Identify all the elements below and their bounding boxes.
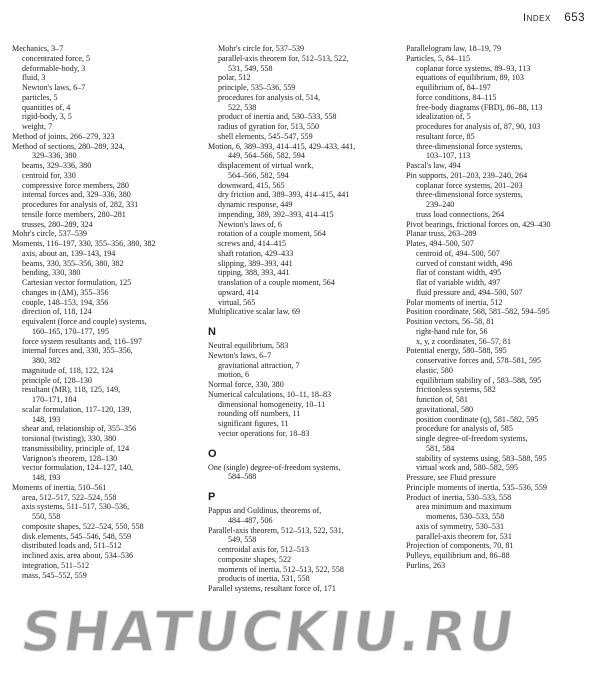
watermark-logo: SHATUCKIU.RU	[16, 600, 521, 665]
index-subentry: right-hand rule for, 56	[416, 326, 488, 336]
index-continuation: 531, 549, 558	[228, 63, 273, 73]
index-subentry: internal forces and, 330, 355–356,	[22, 346, 133, 356]
index-subentry: trusses, 280–289, 324	[22, 219, 93, 229]
index-subentry: composite shapes, 522–524, 550, 558	[22, 521, 144, 531]
index-subentry: Cartesian vector formulation, 125	[22, 278, 132, 287]
index-subentry: principle, 535–536, 559	[218, 83, 296, 92]
index-subentry: resultant force, 85	[416, 131, 475, 141]
index-subentry: gravitational attraction, 7	[218, 360, 300, 370]
index-subentry: beams, 329–336, 380	[22, 161, 92, 170]
index-subentry: distributed loads and, 511–512	[22, 541, 122, 551]
index-subentry: product of inertia and, 530–533, 558	[218, 112, 337, 122]
index-subentry: virtual, 565	[218, 297, 256, 307]
index-subentry: vector operations for, 18–83	[218, 428, 310, 438]
index-subentry: axis, about an, 139–143, 194	[22, 248, 116, 258]
index-subentry: dimensional homogeneity, 10–11	[218, 399, 326, 409]
index-entry: Pivot bearings, frictional forces on, 429–430	[406, 219, 551, 229]
index-subentry: weight, 7	[22, 122, 53, 131]
index-subentry: integration, 511–512	[22, 560, 90, 570]
index-subentry: truss load connections, 264	[416, 209, 505, 219]
index-subentry: position coordinate (q), 581–582, 595	[416, 414, 539, 424]
index-column-1	[12, 44, 208, 580]
index-entry: Projection of components, 70, 81	[406, 541, 514, 551]
index-subentry: idealization of, 5	[416, 112, 471, 122]
index-subentry: beams, 330, 355–356, 380, 382	[22, 258, 124, 268]
index-subentry: dynamic response, 449	[218, 200, 293, 209]
index-subentry: particles, 5	[22, 92, 58, 102]
index-subentry: displacement of virtual work,	[218, 161, 314, 170]
index-subentry: three-dimensional force systems,	[416, 190, 523, 200]
index-subentry: upward, 414	[218, 287, 259, 297]
index-subentry: centroid of, 494–500, 507	[416, 248, 500, 258]
index-subentry: force conditions, 84–115	[416, 92, 497, 102]
index-continuation: 170–171, 184	[32, 395, 77, 404]
index-entry: Potential energy, 580–588, 595	[406, 346, 507, 356]
index-entry: Particles, 5, 84–115	[406, 53, 470, 63]
index-subentry: shear and, relationship of, 355–356	[22, 424, 137, 434]
index-entry: Product of inertia, 530–533, 558	[406, 492, 512, 502]
index-entry: Pascal's law, 494	[406, 161, 461, 170]
section-title: Index	[523, 12, 551, 24]
index-subentry: equilibrium of, 84–197	[416, 83, 491, 92]
index-entry: Pulleys, equilibrium and, 86–88	[406, 551, 510, 560]
index-subentry: bending, 330, 380	[22, 268, 81, 278]
index-subentry: equations of equilibrium, 89, 103	[416, 73, 524, 83]
index-subentry: radius of gyration for, 513, 550	[218, 122, 320, 131]
index-continuation: moments, 530–533, 558	[426, 512, 505, 521]
index-subentry: mass, 545–552, 559	[22, 570, 87, 580]
index-subentry: stability of systems using, 583–588, 595	[416, 453, 547, 463]
page-number: 653	[564, 12, 585, 24]
index-subentry: concentrated force, 5	[22, 53, 91, 63]
index-entry: One (single) degree-of-freedom systems,	[208, 462, 341, 472]
index-continuation: 522, 538	[228, 102, 257, 112]
index-continuation: 584–588	[228, 472, 257, 482]
index-continuation: 329–336, 380	[32, 151, 77, 161]
index-entry: Parallelogram law, 18–19, 79	[406, 44, 502, 53]
index-subentry: slipping, 389–393, 441	[218, 258, 293, 268]
index-subentry: centroid for, 330	[22, 170, 76, 180]
index-subentry: deformable-body, 3	[22, 63, 86, 73]
index-subentry: significant figures, 11	[218, 419, 289, 428]
index-subentry: procedures for analysis of, 514,	[218, 92, 321, 102]
index-entry: Mechanics, 3–7	[12, 44, 64, 53]
index-subentry: single degree-of-freedom systems,	[416, 434, 528, 443]
index-subentry: equivalent (force and couple) systems,	[22, 317, 147, 326]
index-subentry: rigid-body, 3, 5	[22, 112, 72, 122]
index-subentry: virtual work and, 580–582, 595	[416, 463, 519, 473]
index-subentry: shaft rotation, 429–433	[218, 248, 294, 258]
index-subentry: function of, 581	[416, 395, 468, 404]
index-subentry: parallel-axis theorem for, 512–513, 522,	[218, 53, 349, 63]
index-subentry: transmissibility, principle of, 124	[22, 443, 130, 453]
index-subentry: direction of, 118, 124	[22, 307, 92, 317]
index-entry: Pappus and Guldinus, theorems of,	[208, 506, 322, 515]
index-entry: Principle moments of inertia, 535–536, 559	[406, 482, 547, 492]
index-entry: Method of sections, 280–289, 324,	[12, 141, 125, 151]
index-subentry: magnitude of, 118, 122, 124	[22, 365, 114, 375]
index-subentry: screws and, 414–415	[218, 239, 287, 248]
index-continuation: 564–566, 582, 594	[228, 170, 289, 180]
index-subentry: centroidal axis for, 512–513	[218, 545, 309, 554]
index-subentry: elastic, 580	[416, 365, 453, 375]
index-continuation: 550, 558	[32, 512, 61, 521]
index-entry: Numerical calculations, 10–11, 18–83	[208, 389, 332, 399]
index-entry: Position vectors, 56–58, 81	[406, 317, 495, 326]
index-continuation: 160–165, 170–177, 195	[32, 326, 109, 336]
index-subentry: gravitational, 580	[416, 404, 474, 414]
index-subentry: moments of inertia, 512–513, 522, 558	[218, 564, 344, 574]
index-subentry: three-dimensional force systems,	[416, 141, 523, 151]
index-subentry: frictionless systems, 582	[416, 385, 496, 395]
index-continuation: 103–107, 113	[426, 151, 471, 161]
index-subentry: scalar formulation, 117–120, 139,	[22, 404, 132, 414]
index-entry: Polar moments of inertia, 512	[406, 297, 503, 307]
index-continuation: 484–487, 506	[228, 515, 273, 525]
index-subentry: rotation of a couple moment, 564	[218, 229, 326, 239]
index-continuation: 581, 584	[426, 443, 455, 453]
index-subentry: coplanar force systems, 89–93, 113	[416, 63, 531, 73]
index-continuation: 239–240	[426, 200, 455, 209]
index-entry: Moments of inertia, 510–561	[12, 482, 107, 492]
index-subentry: free-body diagrams (FBD), 86–88, 113	[416, 102, 543, 112]
index-subentry: shell elements, 545–547, 559	[218, 131, 313, 141]
index-entry: Newton's laws, 6–7	[208, 350, 272, 360]
index-subentry: products of inertia, 531, 558	[218, 574, 310, 584]
index-entry: Moments, 116–197, 330, 355–356, 380, 382	[12, 239, 156, 248]
index-subentry: Newton's laws, 6–7	[22, 83, 86, 92]
index-subentry: polar, 512	[218, 73, 251, 83]
index-entry: Pin supports, 201–203, 239–240, 264	[406, 170, 528, 180]
index-entry: Planar truss, 263–289	[406, 229, 477, 239]
index-subentry: conservative forces and, 578–581, 595	[416, 356, 541, 365]
index-subentry: disk elements, 545–546, 548, 559	[22, 531, 132, 541]
index-entry: Position coordinate, 568, 581–582, 594–595	[406, 307, 550, 317]
index-continuation: 148, 193	[32, 473, 61, 482]
index-entry: Pressure, see Fluid pressure	[406, 473, 496, 482]
index-continuation: 148, 193	[32, 414, 61, 424]
index-column-3	[406, 44, 598, 571]
index-entry: Normal force, 330, 380	[208, 380, 284, 389]
index-continuation: 549, 558	[228, 535, 257, 545]
index-entry: Purlins, 263	[406, 560, 446, 570]
index-entry: Method of joints, 266–279, 323	[12, 131, 115, 141]
index-subentry: Varignon's theorem, 128–130	[22, 453, 118, 463]
index-entry: Mohr's circle, 537–539	[12, 229, 87, 239]
index-subentry: fluid, 3	[22, 73, 46, 83]
index-subentry: axis of symmetry, 530–531	[416, 521, 505, 531]
index-subentry: flat of constant width, 495	[416, 268, 502, 278]
index-subentry: parallel-axis theorem for, 531	[416, 531, 512, 541]
index-subentry: curved of constant width, 496	[416, 258, 513, 268]
index-subentry: principle of, 128–130	[22, 375, 92, 385]
index-subentry: torsional (twisting), 330, 380	[22, 434, 117, 443]
index-subentry: fluid pressure and, 494–500, 507	[416, 287, 523, 297]
index-subentry: changes in (ΔM), 355–356	[22, 287, 109, 297]
index-subentry: motion, 6	[218, 370, 250, 380]
index-subentry: procedures for analysis of, 282, 331	[22, 200, 139, 209]
index-entry: Motion, 6, 389–393, 414–415, 429–433, 441,	[208, 141, 356, 151]
index-subentry: composite shapes, 522	[218, 554, 292, 564]
index-subentry: tensile force members, 280–281	[22, 209, 126, 219]
index-continuation: 380, 382	[32, 356, 61, 365]
index-subentry: tipping, 388, 393, 441	[218, 268, 290, 278]
index-subentry: vector formulation, 124–127, 140,	[22, 463, 134, 473]
index-subentry: force system resultants and, 116–197	[22, 336, 142, 346]
index-subentry: area minimum and maximum	[416, 502, 512, 512]
index-subentry: compressive force members, 280	[22, 180, 129, 190]
page-header	[523, 10, 585, 25]
index-subentry: Mohr's circle for, 537–539	[218, 44, 305, 53]
index-subentry: procedures for analysis of, 87, 90, 103	[416, 122, 541, 131]
index-entry: Plates, 494–500, 507	[406, 239, 474, 248]
index-subentry: quantities of, 4	[22, 102, 71, 112]
index-subentry: flat of variable width, 497	[416, 278, 501, 287]
index-section-letter: P	[208, 491, 216, 503]
index-subentry: x, y, z coordinates, 56–57, 81	[416, 336, 512, 346]
index-column-2	[208, 44, 404, 594]
index-subentry: inclined axis, area about, 534–536	[22, 551, 134, 560]
index-subentry: impending, 389, 392–393, 414–415	[218, 209, 334, 219]
index-entry: Parallel-axis theorem, 512–513, 522, 531,	[208, 525, 344, 535]
index-entry: Neutral equilibrium, 583	[208, 341, 289, 350]
index-subentry: rounding off numbers, 11	[218, 409, 301, 419]
index-subentry: translation of a couple moment, 564	[218, 278, 335, 287]
index-subentry: Newton's laws of, 6	[218, 219, 282, 229]
index-section-letter: N	[208, 326, 216, 338]
index-entry: Multiplicative scalar law, 69	[208, 307, 301, 317]
index-entry: Parallel systems, resultant force of, 171	[208, 584, 336, 593]
index-subentry: equilibrium stability of , 583–588, 595	[416, 375, 542, 385]
index-subentry: axis systems, 511–517, 530–536,	[22, 502, 130, 512]
index-continuation: 449, 564–566, 582, 594	[228, 151, 305, 161]
index-subentry: resultant (MR), 118, 125, 149,	[22, 385, 121, 395]
index-section-letter: O	[208, 447, 217, 460]
index-subentry: downward, 415, 565	[218, 180, 285, 190]
index-subentry: dry friction and, 389–393, 414–415, 441	[218, 190, 350, 200]
index-subentry: coplanar force systems, 201–203	[416, 180, 523, 190]
index-subentry: couple, 148–153, 194, 356	[22, 297, 109, 307]
index-subentry: internal forces and, 329–336, 380	[22, 190, 131, 200]
index-subentry: procedure for analysis of, 585	[416, 424, 513, 434]
index-subentry: area, 512–517, 522–524, 558	[22, 492, 117, 502]
